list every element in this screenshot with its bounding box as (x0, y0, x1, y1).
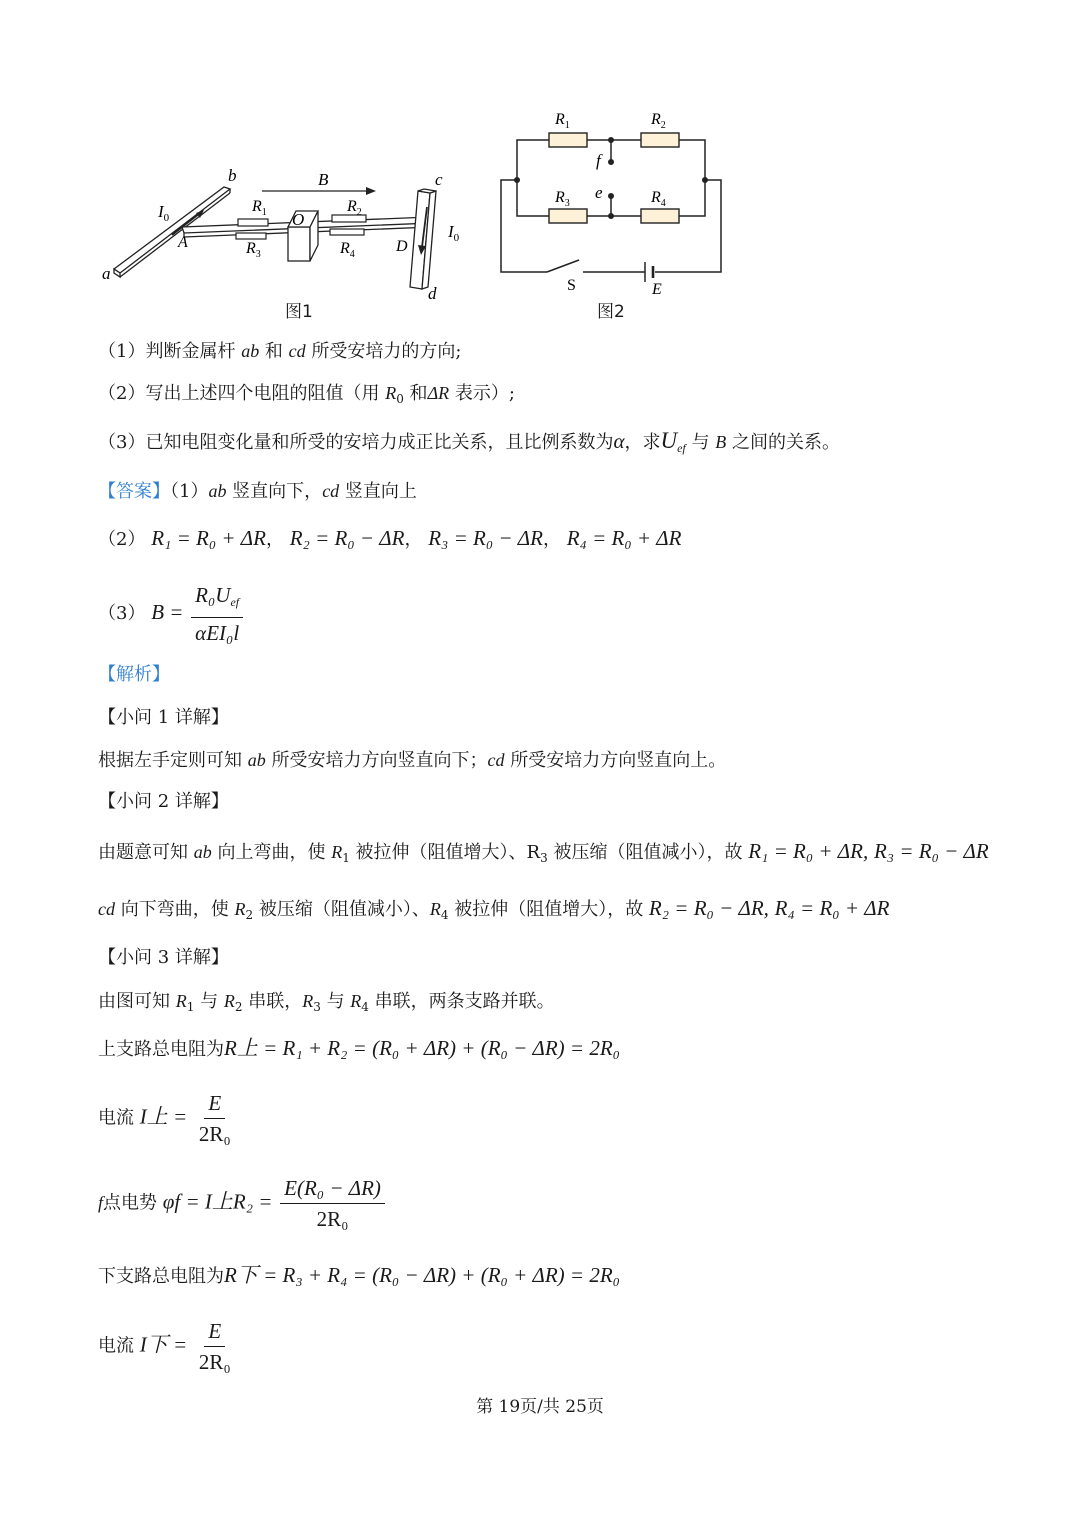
fig1-label-d: d (428, 284, 437, 303)
figure-1-caption: 图1 (285, 302, 313, 322)
subq3-line-1: 由图可知 $R_1$ 与 $R_2$ 串联，$R_3$ 与 $R_4$ 串联，两条支路并联。 (98, 991, 555, 1014)
subq2-line-1: 由题意可知 ab 向上弯曲，使 $R_1$ 被拉伸（阻值增大）、$R_3$ 被压缩（阻值减小），故 R₁ = R₀ + ΔR, R₃ = R₀ − ΔR (98, 839, 989, 865)
fig2-label-R4: $R_4$ (651, 189, 666, 209)
answer-b-fraction: $\frac{R_0U_{ef}}{\text{αEI₀l}}$ (191, 582, 243, 646)
figure-1-diagram (100, 165, 480, 305)
subq3-lower-resistance: 下支路总电阻为R下 = R₃ + R₄ = (R₀ − ΔR) + (R₀ + ΔR) = 2R₀ (98, 1263, 620, 1287)
fig1-label-O: O (292, 210, 305, 229)
fig1-label-B: B (318, 170, 329, 189)
question-2: （2）写出上述四个电阻的阻值（用 $R_0$ 和ΔR 表示）; (98, 383, 515, 406)
fig2-label-R2: $R_2$ (651, 111, 666, 131)
subq3-heading: 【小问 3 详解】 (98, 947, 229, 968)
answer-eq-r2: R₂ = R₀ − ΔR (289, 526, 405, 550)
analysis-tag: 【解析】 (98, 664, 170, 685)
answer-eq-r3: R₃ = R₀ − ΔR (428, 526, 543, 550)
question-3: （3）已知电阻变化量和所受的安培力成正比关系，且比例系数为α，求$U_{ef}$ 与 B 之间的关系。 (98, 428, 840, 455)
subq2-heading: 【小问 2 详解】 (98, 791, 229, 812)
answer-line-3: （3） B = $\frac{R_0U_{ef}}{\text{αEI₀l}}$ (98, 582, 245, 646)
figure-2-circuit (495, 100, 730, 295)
fig1-label-c: c (435, 170, 443, 189)
question-1: （1）判断金属杆 ab 和 cd 所受安培力的方向; (98, 341, 462, 362)
subq3-upper-current: 电流 I上 = $\frac{E}{\text{2R₀}}$ (98, 1091, 231, 1146)
fig1-label-R3: $R_3$ (246, 240, 261, 260)
answer-line-1: 【答案】（1）ab 竖直向下，cd 竖直向上 (98, 481, 417, 502)
fig2-label-e: e (595, 183, 603, 202)
fig1-label-R4: $R_4$ (340, 240, 355, 260)
answer-eq-r1: R₁ = R₀ + ΔR (151, 526, 266, 550)
fig2-label-E: E (652, 281, 662, 295)
fig1-label-I0-right: $I_0$ (448, 222, 460, 244)
fig1-label-a: a (102, 264, 111, 283)
subq2-line-2: cd 向下弯曲，使 $R_2$ 被压缩（阻值减小）、$R_4$ 被拉伸（阻值增大），故 R₂ = R₀ − ΔR, R₄ = R₀ + ΔR (98, 896, 890, 922)
subq3-upper-resistance: 上支路总电阻为R上 = R₁ + R₂ = (R₀ + ΔR) + (R₀ − ΔR) = 2R₀ (98, 1036, 620, 1060)
fig1-label-A: A (178, 234, 188, 251)
fig2-label-f: f (596, 151, 601, 170)
answer-tag: 【答案】 (98, 481, 170, 502)
fig1-label-R2: $R_2$ (347, 198, 362, 218)
subq3-potential-f: f点电势 φf = I上R₂ = $\frac{\text{E(R₀ − ΔR)}}{\text{2R₀}}$ (98, 1175, 387, 1232)
figure-2-caption: 图2 (597, 302, 625, 322)
fig2-label-R3: $R_3$ (555, 189, 570, 209)
subq1-heading: 【小问 1 详解】 (98, 707, 229, 728)
fig1-label-D: D (396, 238, 408, 255)
subq1-text: 根据左手定则可知 ab 所受安培力方向竖直向下；cd 所受安培力方向竖直向上。 (98, 750, 727, 771)
answer-eq-r4: R₄ = R₀ + ΔR (566, 526, 682, 550)
fig2-label-R1: $R_1$ (555, 111, 570, 131)
answer-line-2: （2） R₁ = R₀ + ΔR， R₂ = R₀ − ΔR， R₃ = R₀ − ΔR， R₄ = R₀ + ΔR (98, 526, 682, 550)
fig1-label-R1: $R_1$ (252, 198, 267, 218)
subq3-lower-current: 电流 I下 = $\frac{E}{\text{2R₀}}$ (98, 1319, 231, 1374)
fig1-label-I0-left: $I_0$ (158, 202, 170, 224)
page-footer: 第 19页/共 25页 (476, 1397, 604, 1417)
fig2-label-S: S (567, 277, 576, 294)
fig1-label-b: b (228, 166, 237, 185)
